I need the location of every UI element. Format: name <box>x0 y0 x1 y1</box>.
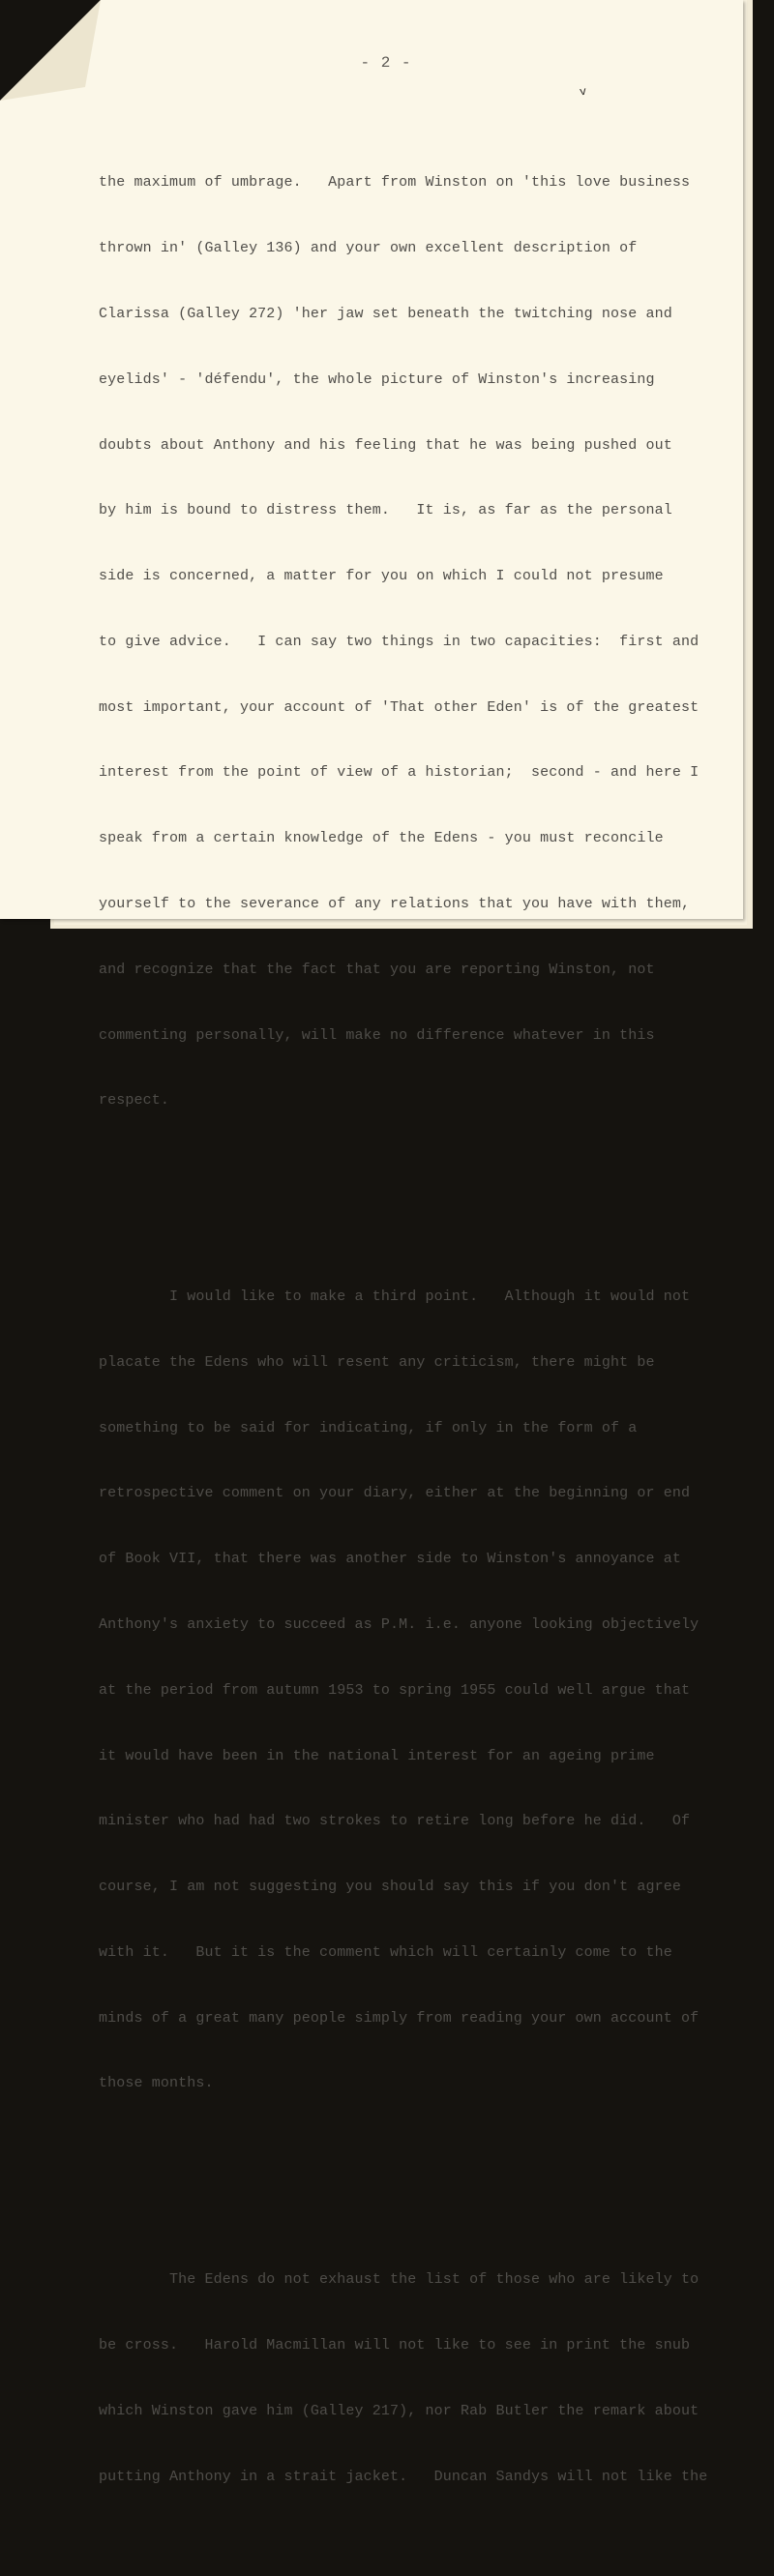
text-line: which Winston gave him (Galley 217), nor Rab Butler the remark about <box>99 2402 700 2419</box>
text-line: minister who had had two strokes to retire long before he did. Of <box>99 1813 691 1830</box>
text-line: and recognize that the fact that you are reporting Winston, not <box>99 961 655 978</box>
text-line: by him is bound to distress them. It is, as far as the personal <box>99 502 672 519</box>
text-line: doubts about Anthony and his feeling that he was being pushed out <box>99 436 672 454</box>
text-line: course, I am not suggesting you should say this if you don't agree <box>99 1879 682 1896</box>
text-line: interest from the point of view of a historian; second - and here I <box>99 764 700 782</box>
text-line: putting Anthony in a strait jacket. Duncan Sandys will not like the <box>99 2468 708 2485</box>
text-line: those months. <box>99 2075 214 2092</box>
paragraph-3 <box>99 2226 724 2532</box>
text-line: Anthony's anxiety to succeed as P.M. i.e. anyone looking objectively <box>99 1615 700 1633</box>
text-line: side is concerned, a matter for you on which I could not presume <box>99 568 664 585</box>
text-line: placate the Edens who will resent any criticism, there might be <box>99 1353 655 1371</box>
page-number: - 2 - <box>360 54 412 72</box>
text-line: I would like to make a third point. Although it would not <box>99 1288 691 1306</box>
text-line: minds of a great many people simply from reading your own account of <box>99 2009 700 2027</box>
text-line: it would have been in the national interest for an ageing prime <box>99 1747 655 1764</box>
text-line: most important, your account of 'That other Eden' is of the greatest <box>99 698 700 716</box>
text-line: yourself to the severance of any relations that you have with them, <box>99 895 691 912</box>
text-line: be cross. Harold Macmillan will not like to see in print the snub <box>99 2336 691 2354</box>
text-line: Clarissa (Galley 272) 'her jaw set beneath the twitching nose and <box>99 305 672 322</box>
paragraph-2 <box>99 1243 724 2139</box>
handwritten-mark: v <box>579 84 588 100</box>
text-line: eyelids' - 'défendu', the whole picture of Winston's increasing <box>99 370 655 388</box>
text-line: respect. <box>99 1092 169 1110</box>
text-line: something to be said for indicating, if only in the form of a <box>99 1419 638 1436</box>
text-line: retrospective comment on your diary, either at the beginning or end <box>99 1485 691 1502</box>
letter-body <box>99 85 724 2576</box>
text-line: of Book VII, that there was another side to Winston's annoyance at <box>99 1551 682 1568</box>
text-line: at the period from autumn 1953 to spring 1955 could well argue that <box>99 1681 691 1699</box>
text-line: The Edens do not exhaust the list of those who are likely to <box>99 2271 700 2289</box>
paragraph-1 <box>99 129 724 1156</box>
text-line: commenting personally, will make no difference whatever in this <box>99 1026 655 1044</box>
text-line: the maximum of umbrage. Apart from Winston on 'this love business <box>99 174 691 192</box>
text-line: with it. But it is the comment which will certainly come to the <box>99 1943 672 1961</box>
text-line: to give advice. I can say two things in two capacities: first and <box>99 633 700 650</box>
text-line: speak from a certain knowledge of the Edens - you must reconcile <box>99 830 664 847</box>
text-line: thrown in' (Galley 136) and your own excellent description of <box>99 240 638 257</box>
